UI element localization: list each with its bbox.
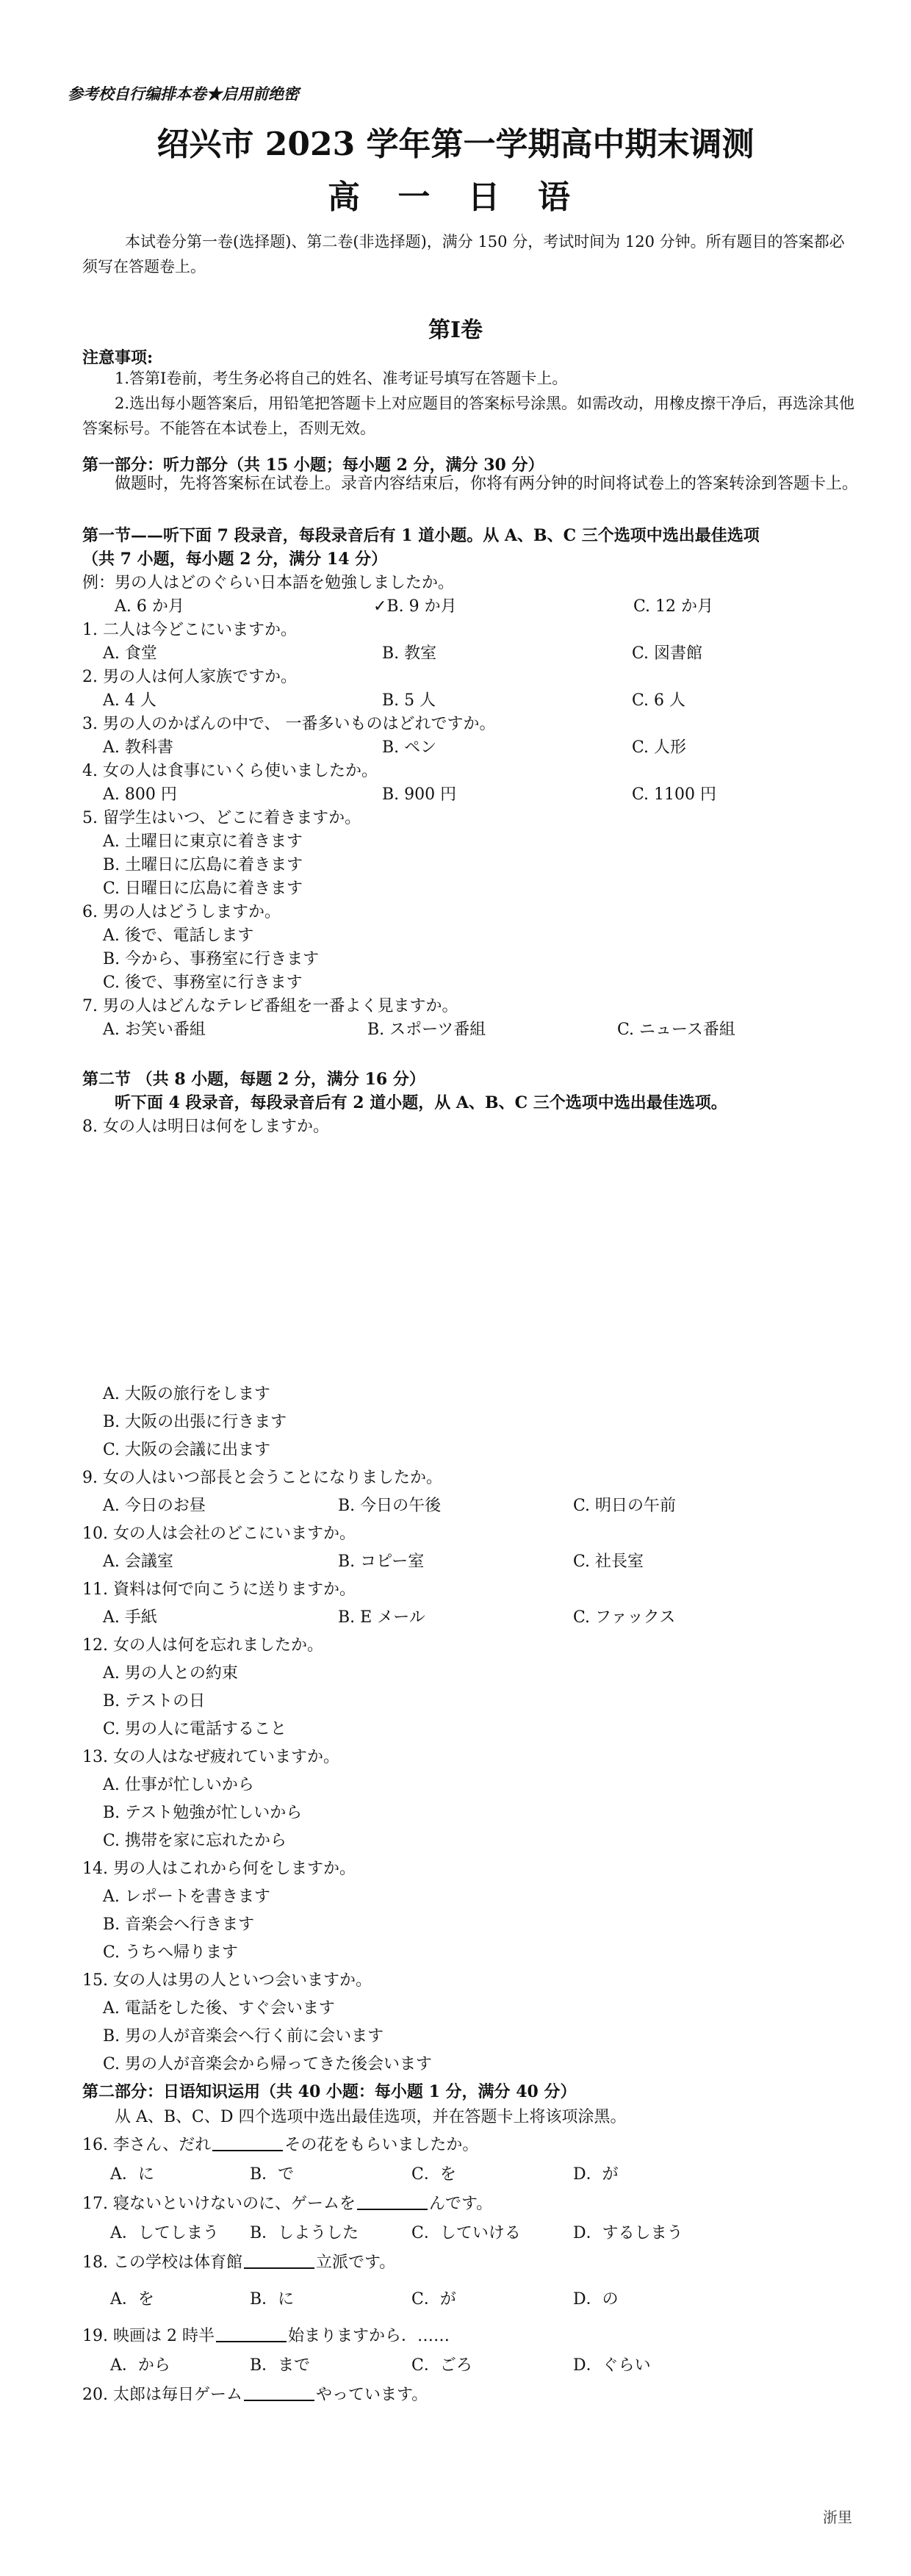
q1-option-b: B. 教室 <box>382 644 437 663</box>
q3-option-c: C. 人形 <box>632 738 687 757</box>
q10-option-b: B. コピー室 <box>338 1553 425 1571</box>
q17-blank <box>357 2192 428 2210</box>
example-question: 例：男の人はどのぐらい日本語を勉強しましたか。 <box>82 574 455 592</box>
part1-desc: 做题时，先将答案标在试卷上。录音内容结束后，你将有两分钟的时间将试卷上的答案转涂到答题卡上。 <box>115 475 859 493</box>
q6-option-c: C. 後で、事務室に行きます <box>103 974 303 992</box>
question-10: 10. 女の人は会社のどこにいますか。 <box>82 1525 356 1543</box>
sec1-heading: 第一节——听下面 7 段录音，每段录音后有 1 道小题。从 A、B、C 三个选项中选出最佳选项 <box>82 526 760 545</box>
q16-text-after: その花をもらいましたか。 <box>284 2136 479 2154</box>
q17-option-d: D．するしまう <box>573 2224 683 2242</box>
q17-option-b: B．しようした <box>250 2224 359 2242</box>
q11-option-b: B. E メール <box>338 1608 425 1627</box>
q8-option-c: C. 大阪の会議に出ます <box>103 1441 271 1459</box>
confidential-note: 参考校自行编排本卷★启用前绝密 <box>68 84 299 103</box>
q15-option-a: A. 電話をした後、すぐ会います <box>103 1999 335 2018</box>
q18-blank <box>244 2251 314 2269</box>
q15-option-b: B. 男の人が音楽会へ行く前に会います <box>103 2027 384 2046</box>
q9-option-a: A. 今日のお昼 <box>103 1497 206 1515</box>
q10-option-a: A. 会議室 <box>103 1553 173 1571</box>
question-2: 2. 男の人は何人家族ですか。 <box>82 668 297 686</box>
q17-text-after: んです。 <box>428 2195 493 2213</box>
q13-option-a: A. 仕事が忙しいから <box>103 1776 254 1794</box>
q16-option-b: B．で <box>250 2165 295 2184</box>
q12-option-b: B. テストの日 <box>103 1692 206 1710</box>
question-16 <box>82 2132 478 2155</box>
sec2-heading: 第二节 （共 8 小题，每题 2 分，满分 16 分） <box>82 1070 425 1089</box>
exam-subject: 高 一 日 语 <box>328 179 583 216</box>
question-1: 1. 二人は今どこにいますか。 <box>82 621 297 639</box>
question-9: 9. 女の人はいつ部長と会うことになりましたか。 <box>82 1469 442 1487</box>
notice-item-2: 2.选出每小题答案后，用铅笔把答题卡上对应题目的答案标号涂黑。如需改动，用橡皮擦干净后，再选涂其他答案标号。不能答在本试卷上，否则无效。 <box>82 395 855 437</box>
q20-text-before: 20. 太郎は毎日ゲーム <box>82 2386 242 2404</box>
q16-option-a: A．に <box>110 2165 154 2184</box>
q19-option-c: C．ごろ <box>411 2356 472 2375</box>
question-5: 5. 留学生はいつ、どこに着きますか。 <box>82 809 361 827</box>
q1-option-a: A. 食堂 <box>103 644 157 663</box>
q18-option-b: B．に <box>250 2290 295 2309</box>
question-19 <box>82 2323 450 2346</box>
sec2-desc: 听下面 4 段录音，每段录音后有 2 道小题，从 A、B、C 三个选项中选出最佳选项。 <box>115 1093 727 1112</box>
q8-option-a: A. 大阪の旅行をします <box>103 1385 270 1403</box>
q5-option-a: A. 土曜日に東京に着きます <box>103 832 303 851</box>
q16-option-c: C．を <box>411 2165 456 2184</box>
q12-option-c: C. 男の人に電話すること <box>103 1720 287 1738</box>
q2-option-b: B. 5 人 <box>382 691 436 710</box>
question-6: 6. 男の人はどうしますか。 <box>82 903 281 921</box>
q11-option-c: C. ファックス <box>573 1608 676 1627</box>
question-18 <box>82 2250 395 2273</box>
q13-option-b: B. テスト勉強が忙しいから <box>103 1804 303 1822</box>
q3-option-a: A. 教科書 <box>103 738 173 757</box>
q16-option-d: D．が <box>573 2165 619 2184</box>
q18-option-d: D．の <box>573 2290 619 2309</box>
q17-option-c: C．していける <box>411 2224 521 2242</box>
question-3: 3. 男の人のかばんの中で、 一番多いものはどれですか。 <box>82 715 496 733</box>
q19-option-b: B．まで <box>250 2356 311 2375</box>
q15-option-c: C. 男の人が音楽会から帰ってきた後会います <box>103 2055 433 2073</box>
part2-heading: 第二部分：日语知识运用（共 40 小题：每小题 1 分，满分 40 分） <box>82 2082 577 2101</box>
q11-option-a: A. 手紙 <box>103 1608 157 1627</box>
part2-desc: 从 A、B、C、D 四个选项中选出最佳选项，并在答题卡上将该项涂黑。 <box>115 2108 627 2126</box>
q9-option-b: B. 今日の午後 <box>338 1497 442 1515</box>
q7-option-b: B. スポーツ番組 <box>367 1021 486 1039</box>
q17-option-a: A．してしまう <box>110 2224 219 2242</box>
sec1-sub: （共 7 小题，每小题 2 分，满分 14 分） <box>82 550 388 569</box>
question-13: 13. 女の人はなぜ疲れていますか。 <box>82 1748 339 1766</box>
q19-option-a: A．から <box>110 2356 170 2375</box>
question-12: 12. 女の人は何を忘れましたか。 <box>82 1636 323 1655</box>
q16-text-before: 16. 李さん、だれ <box>82 2136 212 2154</box>
q18-text-after: 立派です。 <box>315 2253 396 2272</box>
exam-title: 绍兴市 2023 学年第一学期高中期末调测 <box>156 126 755 163</box>
q13-option-c: C. 携帯を家に忘れたから <box>103 1832 287 1850</box>
question-8: 8. 女の人は明日は何をしますか。 <box>82 1118 329 1136</box>
part1-heading: 第一部分：听力部分（共 15 小题；每小题 2 分，满分 30 分） <box>82 456 544 475</box>
q4-option-b: B. 900 円 <box>382 785 457 804</box>
question-17 <box>82 2191 492 2214</box>
q19-text-before: 19. 映画は 2 時半 <box>82 2327 215 2345</box>
example-option-a: A. 6 か月 <box>115 597 184 616</box>
example-option-c: C. 12 か月 <box>633 597 714 616</box>
question-7: 7. 男の人はどんなテレビ番組を一番よく見ますか。 <box>82 997 458 1015</box>
footer-mark: 浙里 <box>823 2508 852 2526</box>
q1-option-c: C. 図書館 <box>632 644 703 663</box>
q7-option-c: C. ニュース番組 <box>617 1021 735 1039</box>
q20-text-after: やっています。 <box>315 2386 428 2404</box>
example-option-b: ✓B. 9 か月 <box>373 597 457 616</box>
q6-option-a: A. 後で、電話します <box>103 927 254 945</box>
q8-option-b: B. 大阪の出張に行きます <box>103 1413 287 1431</box>
q10-option-c: C. 社長室 <box>573 1553 644 1571</box>
exam-intro: 本试卷分第一卷(选择题)、第二卷(非选择题)，满分 150 分，考试时间为 120 分钟。所有题目的答案都必须写在答题卷上。 <box>82 233 845 276</box>
q19-text-after: 始まりますから．…… <box>287 2327 450 2345</box>
volume-heading: 第Ⅰ卷 <box>428 317 483 343</box>
question-14: 14. 男の人はこれから何をしますか。 <box>82 1860 356 1878</box>
q19-option-d: D．ぐらい <box>573 2356 651 2375</box>
q5-option-c: C. 日曜日に広島に着きます <box>103 879 303 898</box>
q14-option-b: B. 音楽会へ行きます <box>103 1915 255 1934</box>
question-11: 11. 資料は何で向こうに送りますか。 <box>82 1580 356 1599</box>
q18-option-a: A．を <box>110 2290 154 2309</box>
q2-option-a: A. 4 人 <box>103 691 156 710</box>
q18-option-c: C．が <box>411 2290 456 2309</box>
q14-option-c: C. うちへ帰ります <box>103 1943 239 1962</box>
q17-text-before: 17. 寝ないといけないのに、ゲームを <box>82 2195 356 2213</box>
question-20 <box>82 2382 428 2405</box>
q4-option-c: C. 1100 円 <box>632 785 717 804</box>
notice-heading: 注意事项: <box>82 348 154 367</box>
q19-blank <box>216 2325 287 2342</box>
q20-blank <box>244 2383 314 2401</box>
q9-option-c: C. 明日の午前 <box>573 1497 677 1515</box>
question-4: 4. 女の人は食事にいくら使いましたか。 <box>82 762 378 780</box>
q18-text-before: 18. この学校は体育館 <box>82 2253 242 2272</box>
q3-option-b: B. ペン <box>382 738 437 757</box>
question-15: 15. 女の人は男の人といつ会いますか。 <box>82 1971 372 1990</box>
q4-option-a: A. 800 円 <box>103 785 177 804</box>
q16-blank <box>212 2134 283 2151</box>
q5-option-b: B. 土曜日に広島に着きます <box>103 856 303 874</box>
q14-option-a: A. レポートを書きます <box>103 1888 270 1906</box>
q6-option-b: B. 今から、事務室に行きます <box>103 950 320 968</box>
q7-option-a: A. お笑い番組 <box>103 1021 206 1039</box>
q12-option-a: A. 男の人との約束 <box>103 1664 238 1683</box>
q2-option-c: C. 6 人 <box>632 691 686 710</box>
notice-item-1: 1.答第Ⅰ卷前，考生务必将自己的姓名、准考证号填写在答题卡上。 <box>115 370 568 387</box>
